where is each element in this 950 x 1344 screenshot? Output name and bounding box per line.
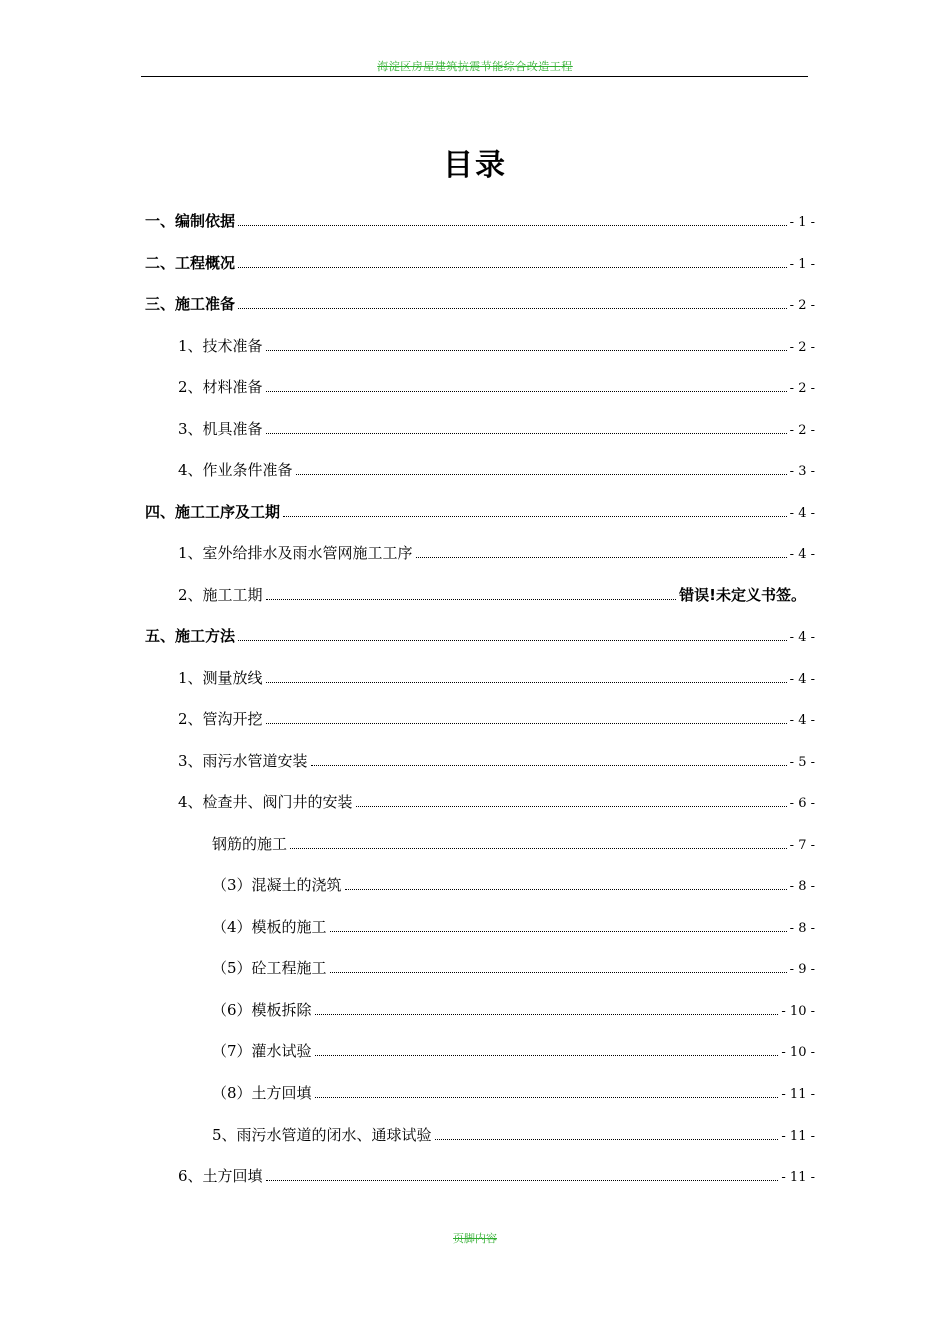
toc-entry[interactable]: [145, 252, 815, 274]
toc-entry-page: - 4 -: [789, 547, 815, 562]
toc-entry[interactable]: [178, 1165, 815, 1187]
toc-entry-page: - 6 -: [789, 796, 815, 811]
toc-entry-page: - 2 -: [789, 340, 815, 355]
toc-entry-label: 三、施工准备: [145, 295, 236, 313]
toc-entry[interactable]: [178, 584, 806, 606]
toc-dot-leader: [238, 308, 787, 309]
toc-dot-leader: [311, 765, 787, 766]
toc-entry-page: - 2 -: [789, 381, 815, 396]
toc-entry[interactable]: [178, 542, 815, 564]
toc-entry[interactable]: [178, 708, 815, 730]
toc-dot-leader: [238, 267, 787, 268]
toc-dot-leader: [315, 1014, 779, 1015]
toc-entry-page: - 4 -: [789, 506, 815, 521]
toc-entry[interactable]: [212, 957, 815, 979]
toc-entry[interactable]: [178, 376, 815, 398]
toc-dot-leader: [266, 350, 787, 351]
toc-dot-leader: [416, 557, 787, 558]
toc-entry[interactable]: [212, 833, 815, 855]
toc-dot-leader: [435, 1139, 779, 1140]
toc-entry-label: 钢筋的施工: [212, 835, 288, 853]
toc-entry-page: - 11 -: [781, 1087, 815, 1102]
toc-dot-leader: [266, 723, 787, 724]
toc-entry-label: （3）混凝土的浇筑: [212, 876, 342, 894]
toc-entry-page: - 8 -: [789, 879, 815, 894]
toc-entry-label: 五、施工方法: [145, 627, 236, 645]
toc-entry[interactable]: [145, 210, 815, 232]
toc-dot-leader: [283, 516, 787, 517]
toc-dot-leader: [266, 1180, 779, 1181]
toc-entry[interactable]: [145, 293, 815, 315]
toc-entry[interactable]: [178, 750, 815, 772]
header-divider: [141, 76, 808, 77]
page-header-text: 海淀区房屋建筑抗震节能综合改造工程: [377, 60, 573, 73]
toc-entry-label: 3、机具准备: [178, 420, 263, 438]
toc-dot-leader: [345, 889, 787, 890]
toc-dot-leader: [315, 1097, 779, 1098]
toc-entry-label: （8）土方回填: [212, 1084, 312, 1102]
toc-dot-leader: [330, 972, 787, 973]
toc-dot-leader: [330, 931, 787, 932]
toc-entry-page: - 7 -: [789, 838, 815, 853]
toc-entry-label: 4、作业条件准备: [178, 461, 293, 479]
toc-entry[interactable]: [212, 1124, 815, 1146]
toc-entry-page: - 2 -: [789, 298, 815, 313]
toc-entry[interactable]: [145, 625, 815, 647]
toc-dot-leader: [238, 225, 787, 226]
toc-entry-page: - 2 -: [789, 423, 815, 438]
toc-entry-page: - 9 -: [789, 962, 815, 977]
toc-dot-leader: [266, 433, 787, 434]
toc-entry-page: - 4 -: [789, 630, 815, 645]
toc-entry-page: 错误!未定义书签。: [679, 586, 806, 604]
toc-entry-label: 2、施工工期: [178, 586, 263, 604]
toc-dot-leader: [266, 682, 787, 683]
toc-entry[interactable]: [212, 874, 815, 896]
toc-entry-page: - 8 -: [789, 921, 815, 936]
toc-entry-page: - 4 -: [789, 672, 815, 687]
toc-dot-leader: [266, 391, 787, 392]
toc-dot-leader: [238, 640, 787, 641]
toc-entry[interactable]: [145, 501, 815, 523]
toc-entry-label: （4）模板的施工: [212, 918, 327, 936]
toc-entry-label: 2、材料准备: [178, 378, 263, 396]
toc-entry-page: - 5 -: [789, 755, 815, 770]
toc-entry-label: 1、室外给排水及雨水管网施工工序: [178, 544, 413, 562]
toc-entry-label: 二、工程概况: [145, 254, 236, 272]
toc-dot-leader: [315, 1055, 779, 1056]
toc-dot-leader: [356, 806, 787, 807]
toc-entry-label: （5）砼工程施工: [212, 959, 327, 977]
toc-entry[interactable]: [212, 1082, 815, 1104]
toc-entry-label: （6）模板拆除: [212, 1001, 312, 1019]
toc-dot-leader: [296, 474, 787, 475]
toc-entry[interactable]: [212, 1040, 815, 1062]
toc-entry-page: - 3 -: [789, 464, 815, 479]
toc-entry[interactable]: [178, 418, 815, 440]
toc-entry-page: - 11 -: [781, 1170, 815, 1185]
toc-entry[interactable]: [178, 667, 815, 689]
toc-entry-label: 一、编制依据: [145, 212, 236, 230]
toc-entry-label: 1、测量放线: [178, 669, 263, 687]
toc-entry-label: （7）灌水试验: [212, 1042, 312, 1060]
toc-title: 目录: [443, 148, 507, 183]
toc-entry-page: - 4 -: [789, 713, 815, 728]
toc-entry-label: 4、检查井、阀门井的安装: [178, 793, 353, 811]
toc-entry-label: 四、施工工序及工期: [145, 503, 281, 521]
toc-entry-label: 2、管沟开挖: [178, 710, 263, 728]
toc-dot-leader: [266, 599, 677, 600]
toc-entry-page: - 1 -: [789, 215, 815, 230]
page-footer-text: 页脚内容: [453, 1232, 497, 1245]
toc-entry-page: - 10 -: [781, 1004, 815, 1019]
toc-entry-label: 6、土方回填: [178, 1167, 263, 1185]
toc-entry-page: - 10 -: [781, 1045, 815, 1060]
toc-entry-label: 3、雨污水管道安装: [178, 752, 308, 770]
toc-dot-leader: [290, 848, 787, 849]
toc-entry-label: 5、雨污水管道的闭水、通球试验: [212, 1126, 432, 1144]
toc-entry[interactable]: [178, 459, 815, 481]
toc-entry[interactable]: [178, 335, 815, 357]
toc-entry[interactable]: [178, 791, 815, 813]
toc-entry-page: - 11 -: [781, 1129, 815, 1144]
toc-entry[interactable]: [212, 916, 815, 938]
toc-entry-page: - 1 -: [789, 257, 815, 272]
toc-entry-label: 1、技术准备: [178, 337, 263, 355]
toc-entry[interactable]: [212, 999, 815, 1021]
